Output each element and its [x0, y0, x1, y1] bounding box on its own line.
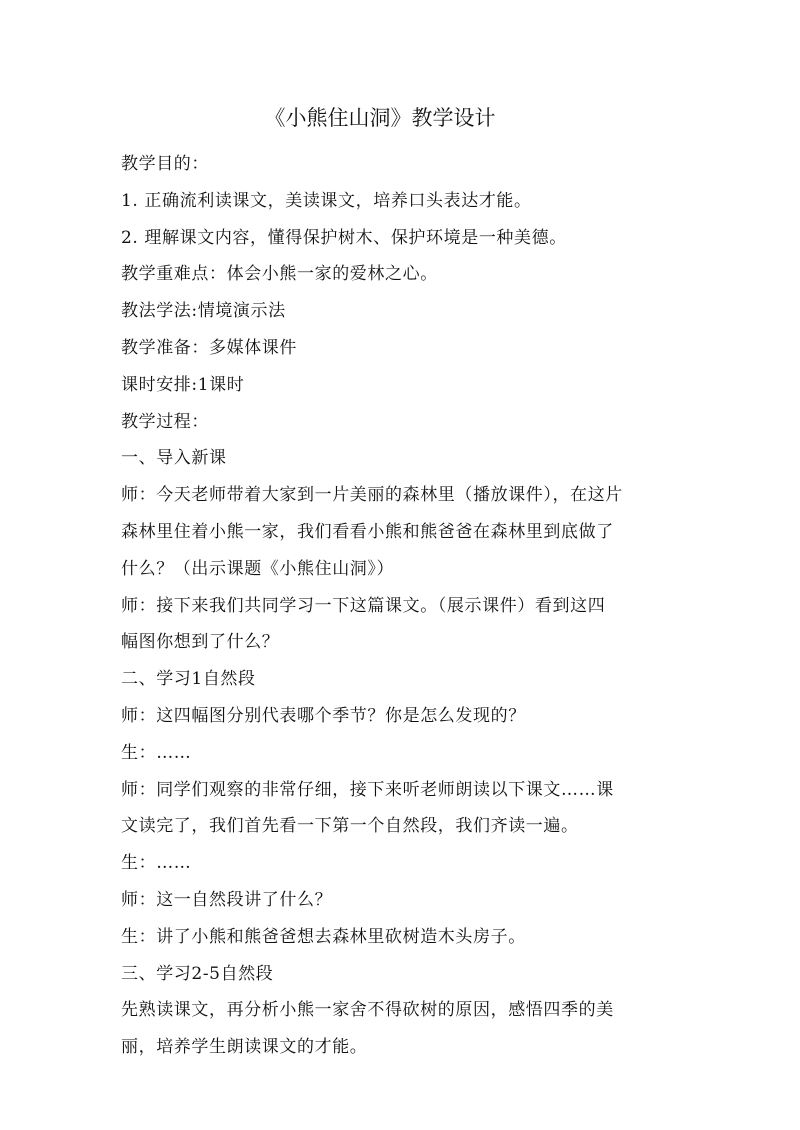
document-body [121, 146, 686, 1066]
body-line: 文读完了，我们首先看一下第一个自然段，我们齐读一遍。 [121, 816, 579, 837]
body-line: 师：这一自然段讲了什么？ [121, 889, 333, 910]
body-line: 丽，培养学生朗读课文的才能。 [121, 1037, 368, 1058]
body-line: 幅图你想到了什么？ [121, 632, 280, 653]
body-line: 教学重难点：体会小熊一家的爱林之心。 [121, 264, 438, 285]
body-line: 生：讲了小熊和熊爸爸想去森林里砍树造木头房子。 [121, 926, 526, 947]
body-line: 师：接下来我们共同学习一下这篇课文。（展示课件）看到这四 [121, 595, 606, 616]
body-line: 教学目的： [121, 154, 209, 174]
body-line: 二、学习1自然段 [121, 669, 256, 690]
body-line: 教学准备：多媒体课件 [121, 337, 297, 358]
body-line: 生：…… [121, 853, 192, 874]
body-line: 教法学法:情境演示法 [121, 301, 286, 322]
body-line: 森林里住着小熊一家，我们看看小熊和熊爸爸在森林里到底做了 [121, 521, 614, 542]
body-line: 课时安排:1课时 [121, 374, 245, 395]
body-line: 2. 理解课文内容，懂得保护树木、保护环境是一种美德。 [121, 227, 567, 248]
body-line: 师：今天老师带着大家到一片美丽的森林里（播放课件），在这片 [121, 485, 623, 506]
body-line: 教学过程： [121, 411, 209, 432]
body-line: 先熟读课文，再分析小熊一家舍不得砍树的原因，感悟四季的美 [121, 1000, 614, 1021]
body-line: 什么？（出示课题《小熊住山洞》） [121, 558, 395, 579]
body-line: 一、导入新课 [121, 448, 227, 469]
body-line: 师：这四幅图分别代表哪个季节？你是怎么发现的？ [121, 705, 526, 726]
body-line: 生：…… [121, 742, 192, 763]
body-line: 师：同学们观察的非常仔细，接下来听老师朗读以下课文……课 [121, 779, 614, 800]
body-line: 1. 正确流利读课文，美读课文，培养口头表达才能。 [121, 190, 532, 211]
body-line: 三、学习2-5自然段 [121, 963, 274, 984]
document-title: 《小熊住山洞》教学设计 [264, 106, 496, 130]
